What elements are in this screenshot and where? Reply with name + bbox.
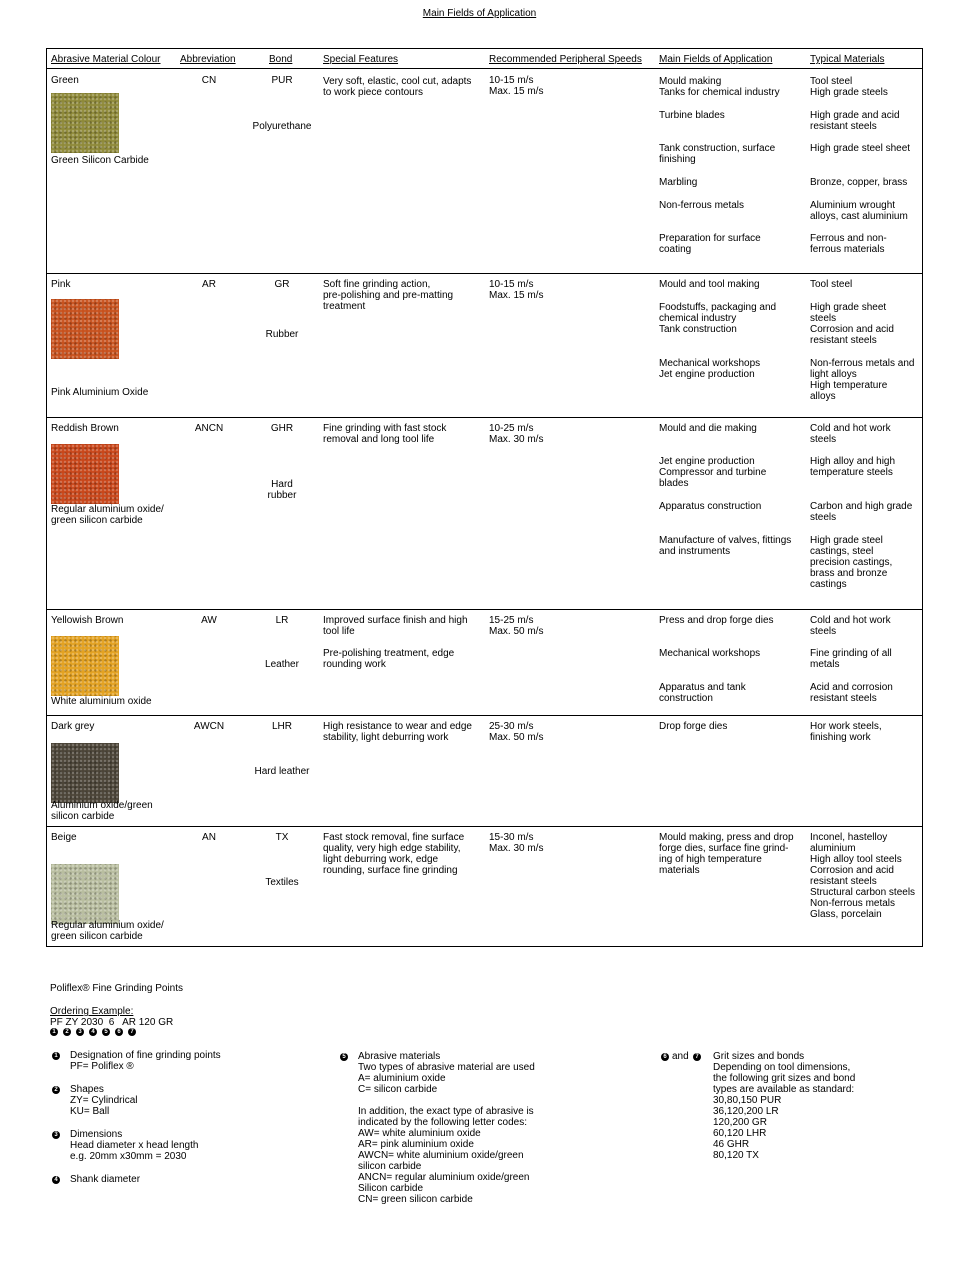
item-3-text: Dimensions Head diameter x head length e.g. 20mm x30mm = 2030 [70,1129,199,1162]
typical-material: Tool steel High grade steels [810,76,888,98]
table-header [47,49,922,69]
header-applications: Main Fields of Application [659,54,773,65]
peripheral-speeds: 10-25 m/s Max. 30 m/s [489,423,544,445]
special-feature: Fast stock removal, fine surface quality, very high edge stability, light deburring work, edge rounding, surface fine grinding [323,832,465,876]
bond-name: Textiles [265,877,299,888]
abbreviation: AW [201,615,217,626]
abrasive-swatch-image [51,636,119,696]
bullet-5: 5 [102,1028,110,1036]
table-row [47,70,922,274]
bond-code: GR [274,279,290,290]
typical-material: Carbon and high grade steels [810,501,913,523]
bond-code: LR [275,615,289,626]
application-field: Foodstuffs, packaging and chemical industry Tank construction [659,302,777,335]
typical-material: Hor work steels, finishing work [810,721,882,743]
application-field: Mould and die making [659,423,757,434]
special-feature: Pre-polishing treatment, edge rounding work [323,648,455,670]
item-2-bullet: 2 [52,1086,60,1094]
application-field: Apparatus and tank construction [659,682,746,704]
special-feature: Improved surface finish and high tool life [323,615,468,637]
bond-code: TX [275,832,289,843]
abbreviation: ANCN [194,423,224,434]
typical-material: High alloy and high temperature steels [810,456,896,478]
table-row [47,610,922,716]
colour-name: Pink [51,279,71,290]
application-field: Manufacture of valves, fittings and instruments [659,535,792,557]
section-title: Poliflex® Fine Grinding Points [50,983,183,994]
page-title: Main Fields of Application [422,8,537,19]
special-feature: Soft fine grinding action, pre-polishing and pre-matting treatment [323,279,454,312]
colour-name: Reddish Brown [51,423,119,434]
item-1-text: Designation of fine grinding points PF= Poliflex ® [70,1050,221,1072]
abbreviation: AR [202,279,216,290]
abrasive-swatch-image [51,93,119,153]
colour-name: Beige [51,832,77,843]
typical-material: Bronze, copper, brass [810,177,908,188]
material-name: White aluminium oxide [51,696,152,707]
application-field: Turbine blades [659,110,725,121]
ordering-example-code: PF ZY 2030 6 AR 120 GR [50,1017,174,1028]
typical-material: Cold and hot work steels [810,423,891,445]
material-name: Pink Aluminium Oxide [51,387,149,398]
bullet-4: 4 [89,1028,97,1036]
bond-name: Leather [265,659,299,670]
application-field: Mechanical workshops [659,648,761,659]
peripheral-speeds: 10-15 m/s Max. 15 m/s [489,279,544,301]
item-6-and: and [672,1051,689,1062]
bullet-6: 6 [115,1028,123,1036]
typical-material: High grade sheet steels Corrosion and acid resistant steels [810,302,894,346]
header-materials: Typical Materials [810,54,885,65]
typical-material: Ferrous and non- ferrous materials [810,233,887,255]
item-4-text: Shank diameter [70,1174,141,1185]
typical-material: Non-ferrous metals and light alloys High temperature alloys [810,358,915,402]
header-features: Special Features [323,54,399,65]
bullet-3: 3 [76,1028,84,1036]
table-row [47,716,922,827]
material-name: Green Silicon Carbide [51,155,149,166]
material-name: Aluminium oxide/green silicon carbide [51,800,153,822]
typical-material: Tool steel [810,279,853,290]
application-field: Press and drop forge dies [659,615,774,626]
application-field: Marbling [659,177,698,188]
application-field: Preparation for surface coating [659,233,761,255]
application-field: Mould making, press and drop forge dies, surface fine grind- ing of high temperature materials [659,832,794,876]
item-3-bullet: 3 [52,1131,60,1139]
application-field: Mould making Tanks for chemical industry [659,76,780,98]
ordering-bullets [50,1028,136,1036]
bond-code: PUR [271,75,293,86]
application-table [46,48,923,947]
ordering-example-label: Ordering Example: [50,1006,134,1017]
abrasive-swatch-image [51,864,119,924]
typical-material: High grade and acid resistant steels [810,110,900,132]
abrasive-swatch-image [51,743,119,803]
header-speeds: Recommended Peripheral Speeds [489,54,642,65]
item-7-bullet: 7 [693,1053,701,1061]
bond-name: Rubber [265,329,299,340]
peripheral-speeds: 15-25 m/s Max. 50 m/s [489,615,544,637]
abbreviation: AWCN [193,721,225,732]
peripheral-speeds: 10-15 m/s Max. 15 m/s [489,75,544,97]
bullet-2: 2 [63,1028,71,1036]
bullet-7: 7 [128,1028,136,1036]
special-feature: Fine grinding with fast stock removal and long tool life [323,423,447,445]
abbreviation: AN [202,832,216,843]
bullet-1: 1 [50,1028,58,1036]
special-feature: High resistance to wear and edge stability, light deburring work [323,721,472,743]
application-field: Non-ferrous metals [659,200,745,211]
typical-material: High grade steel castings, steel precision castings, brass and bronze castings [810,535,893,590]
abbreviation: CN [201,75,217,86]
typical-material: Inconel, hastelloy aluminium High alloy tool steels Corrosion and acid resistant steels Structural carbon steels Non-ferrous metals Glass, porcelain [810,832,916,920]
typical-material: Fine grinding of all metals [810,648,892,670]
typical-material: Aluminium wrought alloys, cast aluminium [810,200,908,222]
peripheral-speeds: 25-30 m/s Max. 50 m/s [489,721,544,743]
typical-material: Cold and hot work steels [810,615,891,637]
colour-name: Green [51,75,79,86]
application-field: Jet engine production Compressor and turbine blades [659,456,767,489]
item-5-bullet: 5 [340,1053,348,1061]
item-6-7-text: Grit sizes and bonds Depending on tool dimensions, the following grit sizes and bond types are available as standard: 30,80,150 PUR 36,120,200 LR 120,200 GR 60,120 LHR 46 GHR 80,120 TX [713,1051,856,1161]
item-2-text: Shapes ZY= Cylindrical KU= Ball [70,1084,138,1117]
item-6-bullet: 6 [661,1053,669,1061]
typical-material: Acid and corrosion resistant steels [810,682,893,704]
table-row [47,418,922,610]
bond-code: LHR [271,721,292,732]
item-4-bullet: 4 [52,1176,60,1184]
header-colour: Abrasive Material Colour [51,54,161,65]
colour-name: Dark grey [51,721,95,732]
material-name: Regular aluminium oxide/ green silicon carbide [51,504,164,526]
application-field: Drop forge dies [659,721,728,732]
application-field: Apparatus construction [659,501,762,512]
material-name: Regular aluminium oxide/ green silicon carbide [51,920,164,942]
bond-code: GHR [270,423,294,434]
table-row [47,274,922,418]
table-row [47,827,922,947]
item-1-bullet: 1 [52,1052,60,1060]
special-feature: Very soft, elastic, cool cut, adapts to work piece contours [323,76,472,98]
typical-material: High grade steel sheet [810,143,911,154]
item-5-text: Abrasive materials Two types of abrasive material are used A= aluminium oxide C= silicon carbide In addition, the exact type of abrasive is indicated by the following letter codes: AW= white aluminium oxide AR= pink aluminium oxide AWCN= white aluminium oxide/green silicon carbide ANCN= regular aluminium oxide/green Silicon carbide CN= green silicon carbide [358,1051,535,1205]
abrasive-swatch-image [51,444,119,504]
bond-name: Polyurethane [252,121,312,132]
bond-name: Hard leather [254,766,310,777]
application-field: Mechanical workshops Jet engine production [659,358,761,380]
peripheral-speeds: 15-30 m/s Max. 30 m/s [489,832,544,854]
bond-name: Hard rubber [267,479,297,501]
application-field: Tank construction, surface finishing [659,143,776,165]
header-abbreviation: Abbreviation [180,54,236,65]
header-bond: Bond [269,54,293,65]
application-field: Mould and tool making [659,279,760,290]
colour-name: Yellowish Brown [51,615,124,626]
abrasive-swatch-image [51,299,119,359]
